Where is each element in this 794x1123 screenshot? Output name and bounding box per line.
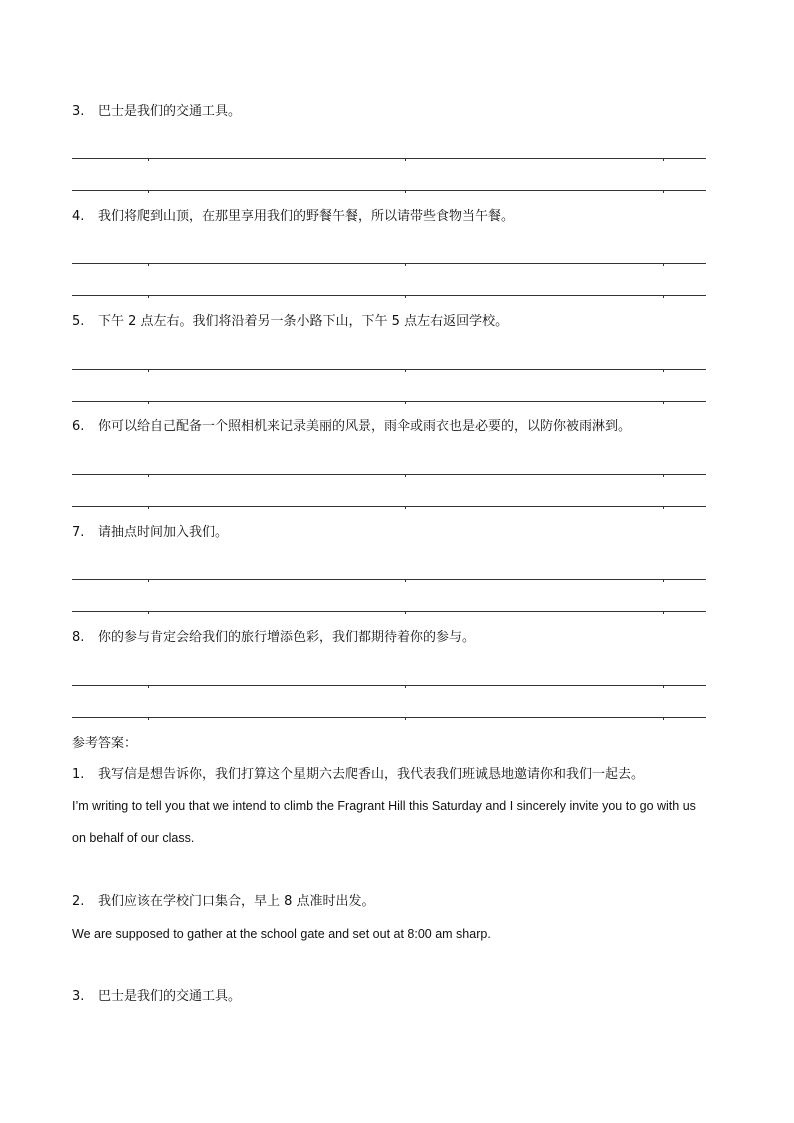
item-text: 你的参与肯定会给我们的旅行增添色彩，我们都期待着你的参与。 [98, 630, 476, 645]
answer-line [72, 401, 706, 402]
answer-item-3-cn [72, 989, 241, 1005]
answer-item-1-cn [72, 767, 644, 783]
answer-key-title: 参考答案： [72, 736, 138, 751]
item-number: 8. [72, 630, 85, 645]
item-number: 6. [72, 419, 85, 434]
item-text: 请抽点时间加入我们。 [98, 525, 229, 540]
item-number: 4. [72, 209, 85, 224]
exercise-item-6 [72, 419, 631, 435]
answer-line [72, 369, 706, 370]
answer-line [72, 579, 706, 580]
exercise-item-5 [72, 314, 508, 330]
item-text: 巴士是我们的交通工具。 [98, 104, 242, 119]
item-text: 我们将爬到山顶，在那里享用我们的野餐午餐，所以请带些食物当午餐。 [98, 209, 515, 224]
answer-chinese: 我写信是想告诉你，我们打算这个星期六去爬香山，我代表我们班诚恳地邀请你和我们一起去。 [98, 767, 645, 782]
answer-chinese: 巴士是我们的交通工具。 [98, 989, 242, 1004]
item-number: 3. [72, 989, 85, 1004]
answer-line [72, 190, 706, 191]
answer-line [72, 611, 706, 612]
exercise-item-8 [72, 630, 475, 646]
answer-chinese: 我们应该在学校门口集合，早上 8 点准时出发。 [98, 894, 375, 909]
answer-item-2-en: We are supposed to gather at the school gate and set out at 8:00 am sharp. [72, 927, 491, 941]
exercise-item-3 [72, 104, 241, 120]
item-text: 下午 2 点左右。我们将沿着另一条小路下山，下午 5 点左右返回学校。 [98, 314, 509, 329]
exercise-item-4 [72, 209, 514, 225]
item-number: 1. [72, 767, 85, 782]
answer-item-2-cn [72, 894, 375, 910]
answer-line [72, 474, 706, 475]
answer-line [72, 506, 706, 507]
answer-line [72, 717, 706, 718]
item-text: 你可以给自己配备一个照相机来记录美丽的风景，雨伞或雨衣也是必要的，以防你被雨淋到。 [98, 419, 632, 434]
answer-line [72, 263, 706, 264]
answer-line [72, 295, 706, 296]
answer-item-1-en: I’m writing to tell you that we intend to climb the Fragrant Hill this Saturday and I sincerely invite you to go with us on behalf of our class. [72, 799, 696, 845]
item-number: 7. [72, 525, 85, 540]
item-number: 5. [72, 314, 85, 329]
answer-line [72, 158, 706, 159]
exercise-item-7 [72, 525, 228, 541]
item-number: 2. [72, 894, 85, 909]
answer-line [72, 685, 706, 686]
item-number: 3. [72, 104, 85, 119]
